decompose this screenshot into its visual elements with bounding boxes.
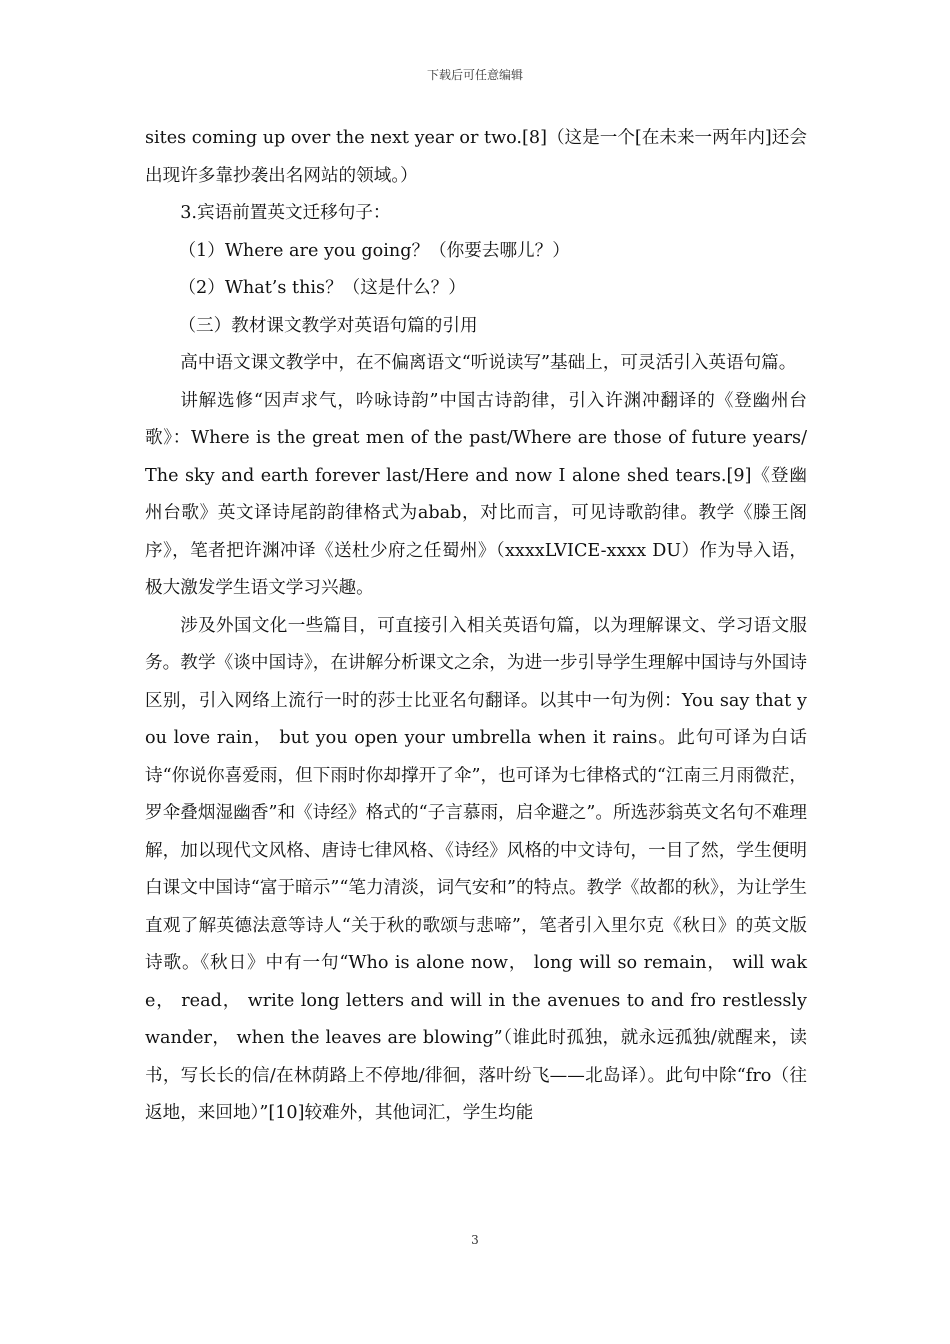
paragraph: 高中语文课文教学中，在不偏离语文“听说读写”基础上，可灵活引入英语句篇。 xyxy=(180,353,797,373)
example-sentence: （2）What’s this？（这是什么？） xyxy=(178,278,466,298)
page-number: 3 xyxy=(471,1233,479,1247)
document-body xyxy=(145,120,807,1133)
section-heading: 3.宾语前置英文迁移句子： xyxy=(180,203,391,223)
page-header: 下载后可任意编辑 xyxy=(426,68,523,82)
paragraph: sites coming up over the next year or two.[8]（这是一个[在未来一两年内]还会出现许多靠抄袭出名网站的领域。） xyxy=(145,128,807,186)
paragraph: 讲解选修“因声求气，吟咏诗韵”中国古诗韵律，引入许渊冲翻译的《登幽州台歌》：Where is the great men of the past/Where are those of future years/The sky and earth forever last/Here and now I alone shed tears.[9]《登幽州台歌》英文译诗尾韵韵律格式为abab，对比而言，可见诗歌韵律。教学《滕王阁序》，笔者把许渊冲译《送杜少府之任蜀州》（xxxxLVICE-xxxx DU）作为导入语，极大激发学生语文学习兴趣。 xyxy=(145,390,807,598)
section-heading: （三）教材课文教学对英语句篇的引用 xyxy=(178,315,478,336)
paragraph: 涉及外国文化一些篇目，可直接引入相关英语句篇，以为理解课文、学习语文服务。教学《谈中国诗》，在讲解分析课文之余，为进一步引导学生理解中国诗与外国诗区别，引入网络上流行一时的莎士比亚名句翻译。以其中一句为例：You say that you love rain， but you open your umbrella when it rains。此句可译为白话诗“你说你喜爱雨，但下雨时你却撑开了伞”，也可译为七律格式的“江南三月雨微茫，罗伞叠烟湿幽香”和《诗经》格式的“子言慕雨，启伞避之”。所选莎翁英文名句不难理解，加以现代文风格、唐诗七律风格、《诗经》风格的中文诗句，一目了然，学生便明白课文中国诗“富于暗示”“笔力清淡，词气安和”的特点。教学《故都的秋》，为让学生直观了解英德法意等诗人“关于秋的歌颂与悲啼”，笔者引入里尔克《秋日》的英文版诗歌。《秋日》中有一句“Who is alone now， long will so remain， will wake， read， write long letters and will in the avenues to and fro restlessly wander， when the leaves are blowing”（谁此时孤独，就永远孤独/就醒来，读书，写长长的信/在林荫路上不停地/徘徊，落叶纷飞——北岛译）。此句中除“fro（往返地，来回地）”[10]较难外，其他词汇，学生均能 xyxy=(145,615,807,1123)
example-sentence: （1）Where are you going？（你要去哪儿？） xyxy=(178,240,570,261)
